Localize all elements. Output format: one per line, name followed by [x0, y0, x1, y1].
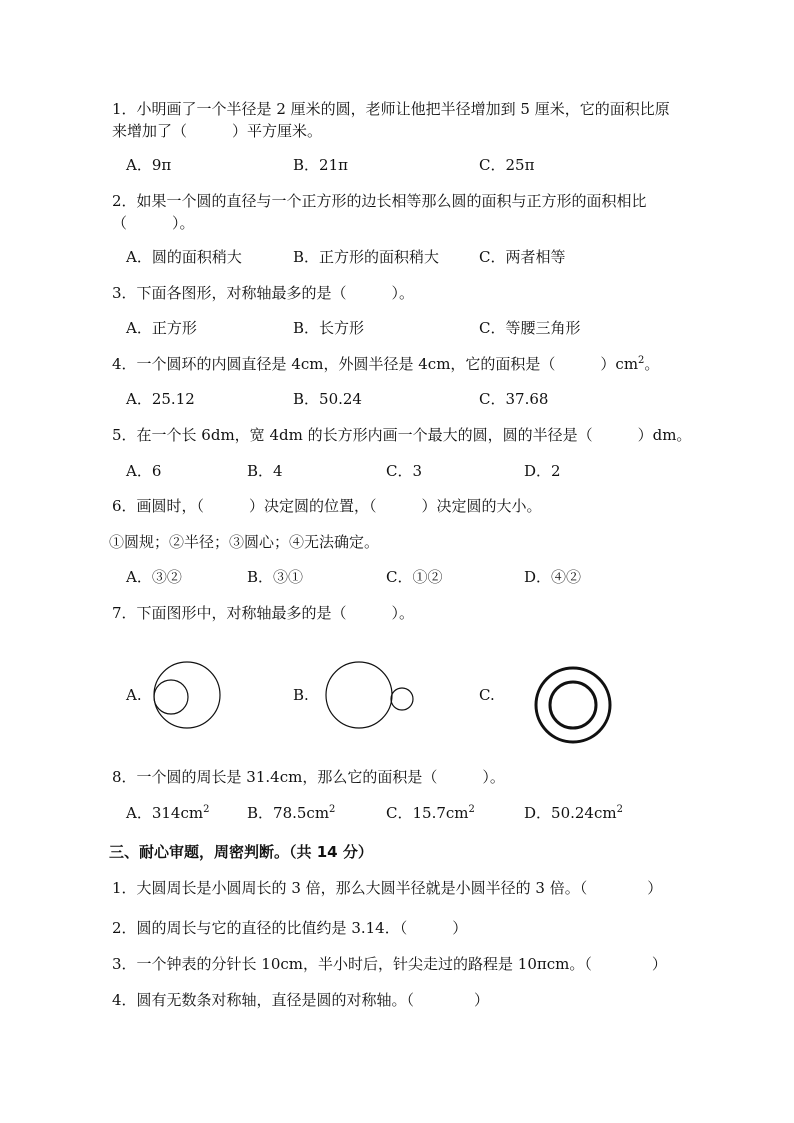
question-1-line1: 1．小明画了一个半径是 2 厘米的圆，老师让他把半径增加到 5 厘米，它的面积比原: [112, 100, 670, 118]
question-2-line2: （ ）。: [112, 214, 195, 232]
option-c: C．37.68: [479, 390, 549, 408]
superscript: 2: [638, 355, 645, 366]
option-b: B．21π: [293, 156, 348, 174]
question-1-line2: 来增加了（ ）平方厘米。: [112, 122, 323, 140]
option-c: C．3: [386, 462, 423, 480]
option-c: [386, 803, 475, 823]
option-text: B．78.5cm: [247, 804, 330, 822]
option-text: C．15.7cm: [386, 804, 469, 822]
question-4-end: 。: [644, 355, 660, 373]
judgement-item-3: 3．一个钟表的分针长 10cm，半小时后，针尖走过的路程是 10πcm。（ ）: [112, 955, 667, 973]
option-c: C．①②: [386, 568, 443, 586]
option-b: B．50.24: [293, 390, 362, 408]
superscript: 2: [329, 804, 336, 815]
option-c: C．25π: [479, 156, 535, 174]
option-b: B．正方形的面积稍大: [293, 248, 440, 266]
question-4-line1: [112, 354, 659, 374]
option-b: [247, 803, 335, 823]
option-b: B．长方形: [293, 319, 365, 337]
option-b: B．4: [247, 462, 283, 480]
superscript: 2: [468, 804, 475, 815]
option-d: [524, 803, 623, 823]
option-a: A．9π: [126, 156, 172, 174]
figure-b-externally-tangent-circles: [315, 655, 425, 735]
option-a: A.: [126, 686, 142, 704]
option-c: C．两者相等: [479, 248, 566, 266]
judgement-item-4: 4．圆有无数条对称轴，直径是圆的对称轴。（ ）: [112, 991, 490, 1009]
large-circle: [154, 662, 220, 728]
option-d: D．2: [524, 462, 561, 480]
option-d: D．④②: [524, 568, 582, 586]
small-circle: [154, 680, 188, 714]
large-circle: [326, 662, 392, 728]
option-a: A．25.12: [126, 390, 195, 408]
judgement-item-1: 1．大圆周长是小圆周长的 3 倍，那么大圆半径就是小圆半径的 3 倍。（ ）: [112, 879, 663, 897]
question-7-line1: 7．下面图形中，对称轴最多的是（ ）。: [112, 604, 415, 622]
section-title: 三、耐心审题，周密判断。（共 14 分）: [109, 843, 373, 861]
option-a: A．6: [126, 462, 162, 480]
option-c: C．等腰三角形: [479, 319, 581, 337]
small-circle: [391, 688, 413, 710]
option-text: A．314cm: [126, 804, 204, 822]
option-a: A．③②: [126, 568, 182, 586]
figure-c-concentric-ring: [525, 657, 625, 753]
question-4-text: 4．一个圆环的内圆直径是 4cm，外圆半径是 4cm，它的面积是（ ）cm: [112, 355, 639, 373]
option-a: [126, 803, 209, 823]
option-a: A．圆的面积稍大: [126, 248, 242, 266]
question-8-line1: 8．一个圆的周长是 31.4cm，那么它的面积是（ ）。: [112, 768, 505, 786]
option-c: C.: [479, 686, 495, 704]
inner-circle: [550, 682, 596, 728]
option-a: A．正方形: [126, 319, 197, 337]
option-text: D．50.24cm: [524, 804, 617, 822]
question-2-line1: 2．如果一个圆的直径与一个正方形的边长相等那么圆的面积与正方形的面积相比: [112, 192, 647, 210]
question-5-line1: 5．在一个长 6dm，宽 4dm 的长方形内画一个最大的圆，圆的半径是（ ）dm。: [112, 426, 692, 444]
option-b: B.: [293, 686, 309, 704]
question-6-line1: 6．画圆时，（ ）决定圆的位置，（ ）决定圆的大小。: [112, 497, 542, 515]
outer-circle: [536, 668, 610, 742]
figure-a-internally-tangent-circles: [140, 655, 240, 735]
superscript: 2: [616, 804, 623, 815]
question-3-line1: 3．下面各图形，对称轴最多的是（ ）。: [112, 284, 415, 302]
superscript: 2: [203, 804, 210, 815]
option-b: B．③①: [247, 568, 304, 586]
question-6-line2: ①圆规；②半径；③圆心；④无法确定。: [109, 533, 380, 551]
judgement-item-2: 2．圆的周长与它的直径的比值约是 3.14．（ ）: [112, 919, 468, 937]
